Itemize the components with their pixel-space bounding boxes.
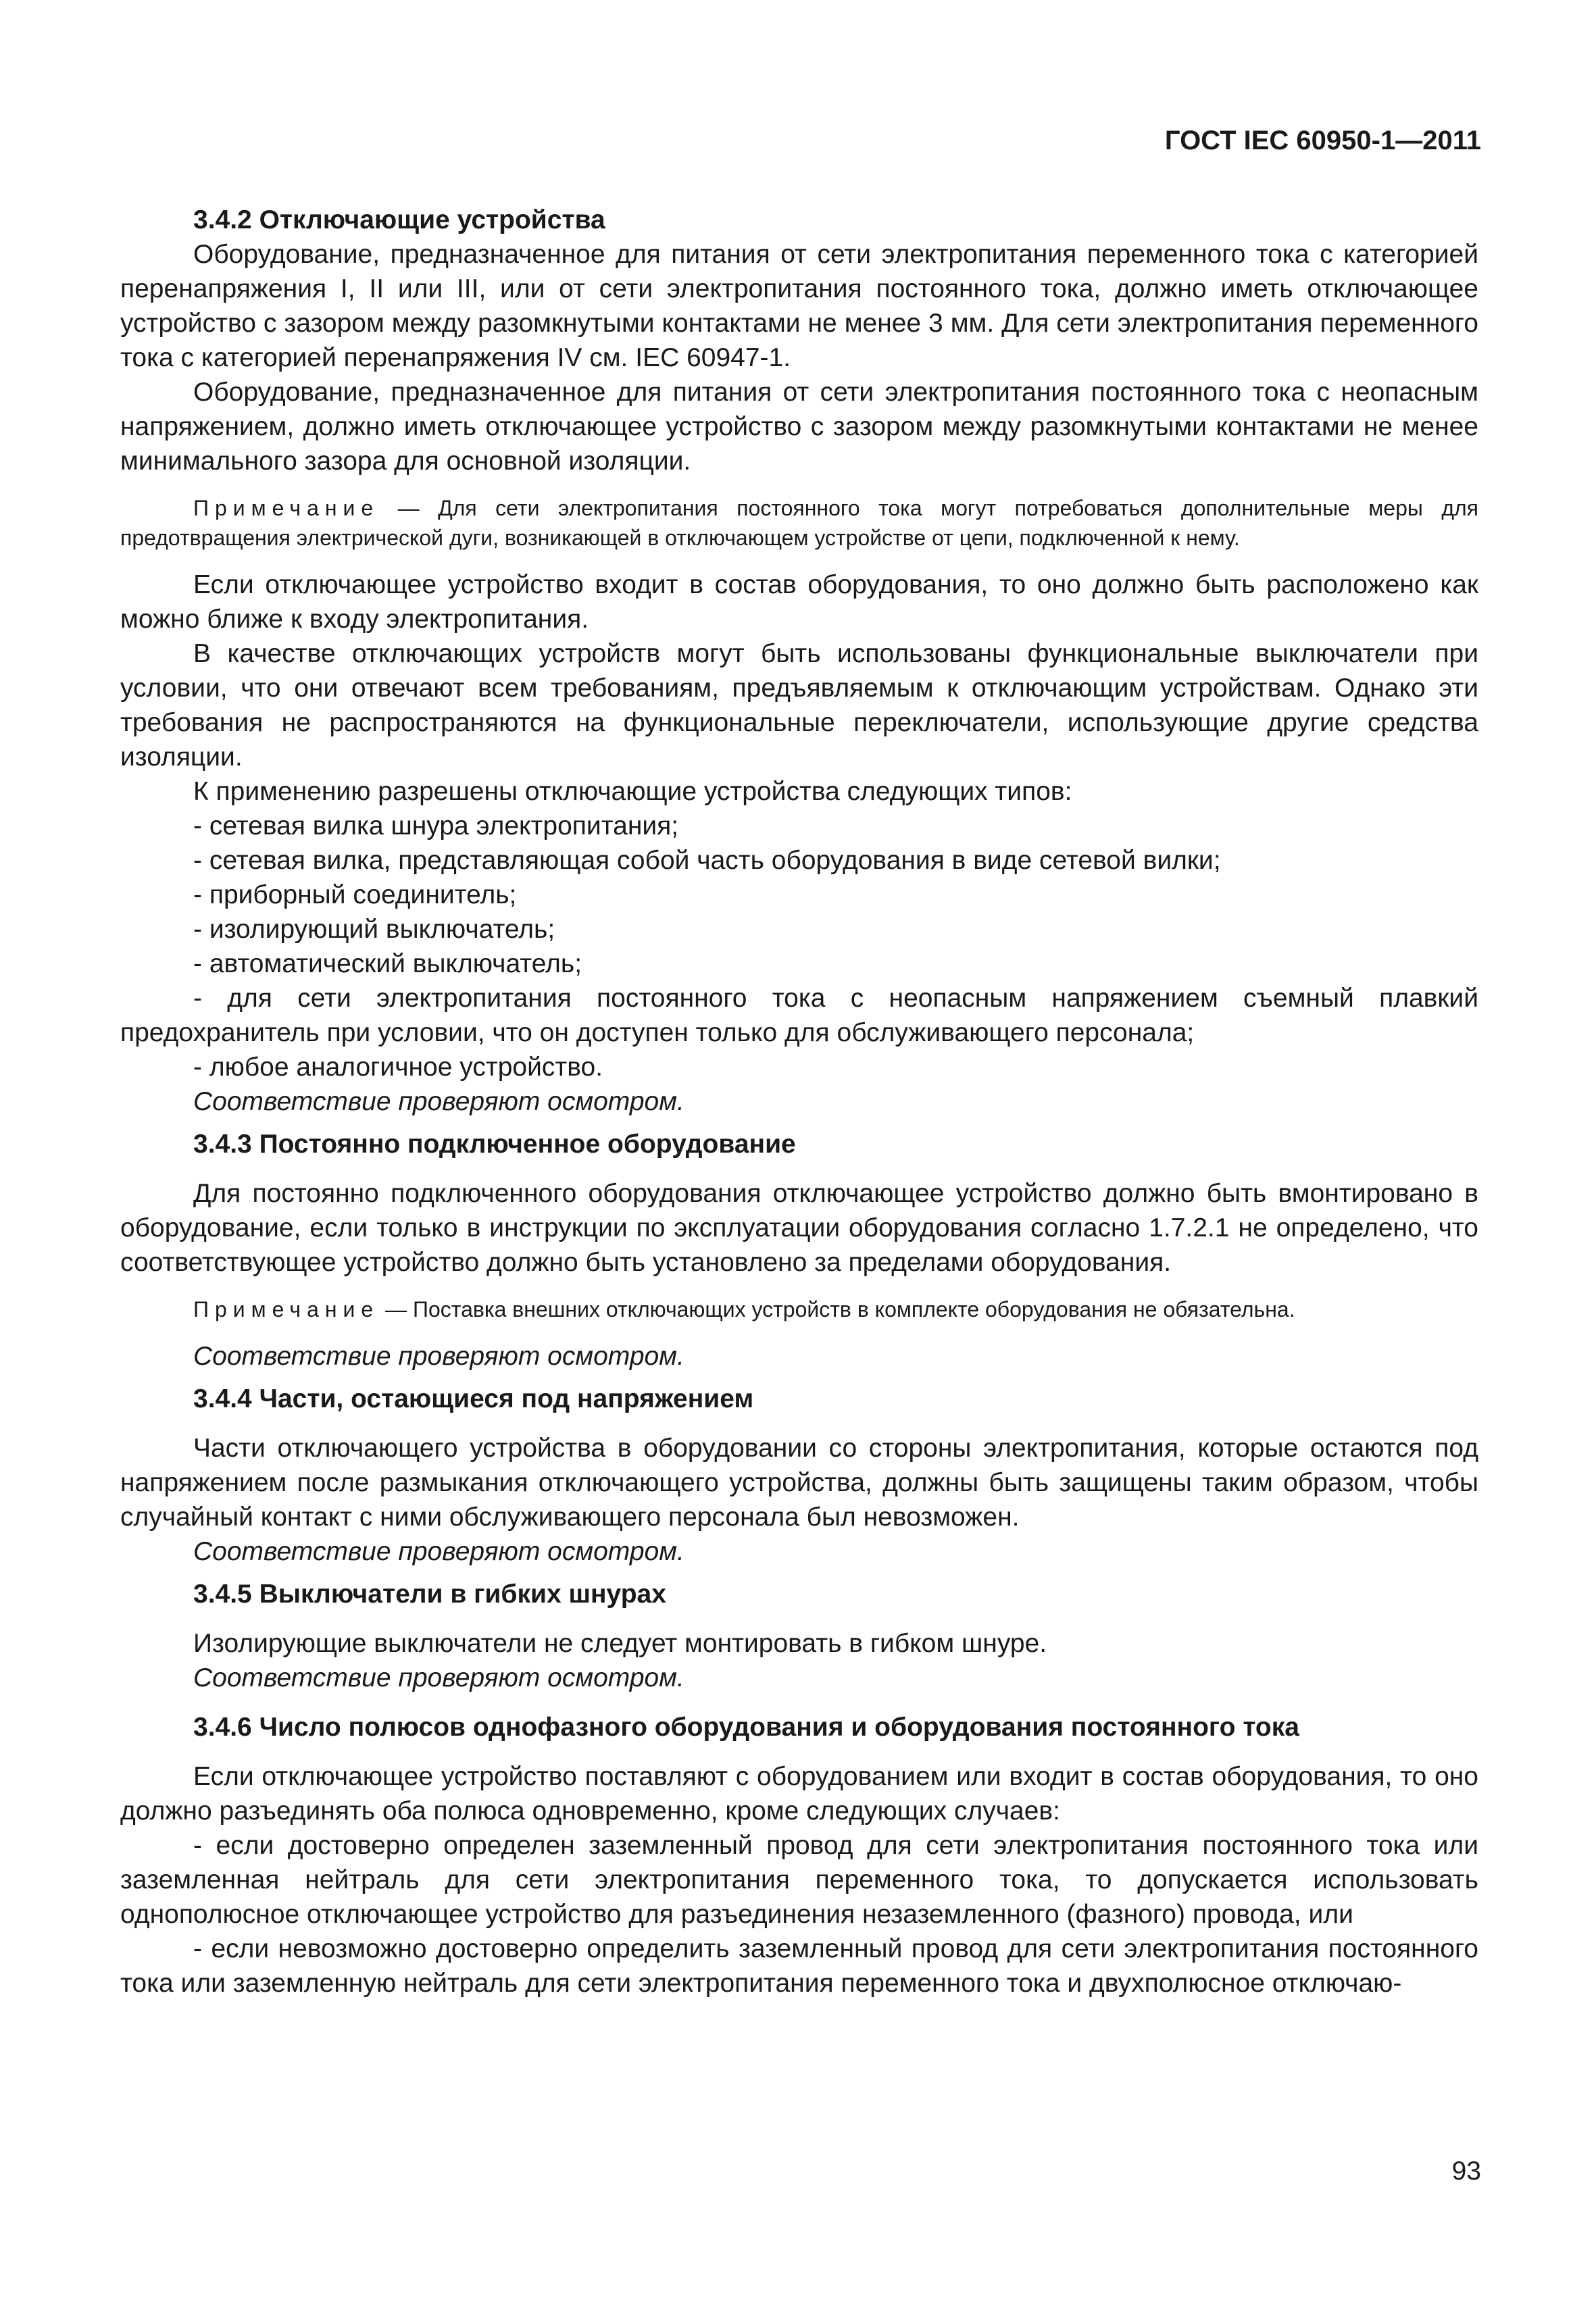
note-label: Примечание <box>193 496 380 520</box>
section-title-3-4-5: 3.4.5 Выключатели в гибких шнурах <box>193 1580 666 1609</box>
paragraph: Оборудование, предназначенное для питания от сети электропитания постоянного тока с неопасным напряжением, должно иметь отключающее устройство с зазором между разомкнутыми контактами не менее минимального зазора для основной изоляции. <box>120 378 1478 476</box>
page-number: 93 <box>1451 2157 1481 2186</box>
compliance-check: Соответствие проверяют осмотром. <box>193 1087 684 1116</box>
list-item: - сетевая вилка, представляющая собой часть оборудования в виде сетевой вилки; <box>193 846 1221 875</box>
list-item: - автоматический выключатель; <box>193 949 582 978</box>
list-item: - приборный соединитель; <box>193 880 517 909</box>
paragraph: К применению разрешены отключающие устройства следующих типов: <box>193 777 1072 806</box>
section-title-3-4-4: 3.4.4 Части, остающиеся под напряжением <box>193 1384 754 1413</box>
list-item: - сетевая вилка шнура электропитания; <box>193 811 679 840</box>
paragraph: Для постоянно подключенного оборудования отключающее устройство должно быть вмонтировано в оборудование, если только в инструкции по эксплуатации оборудования согласно 1.7.2.1 не определено, что соответствующее устройство должно быть установлено за пределами оборудования. <box>120 1179 1478 1277</box>
note-label: Примечание <box>193 1297 380 1322</box>
paragraph: Если отключающее устройство поставляют с оборудованием или входит в состав оборудования, то оно должно разъединять оба полюса одновременно, кроме следующих случаев: <box>120 1762 1478 1826</box>
note-text: — Для сети электропитания постоянного тока могут потребоваться дополнительные меры для предотвращения электрической дуги, возникающей в отключающем устройстве от цепи, подключенной к нему. <box>120 496 1478 550</box>
paragraph: Оборудование, предназначенное для питания от сети электропитания переменного тока с категорией перенапряжения I, II или III, или от сети электропитания постоянного тока, должно иметь отключающее устройство с зазором между разомкнутыми контактами не менее 3 мм. Для сети электропитания переменного тока с категорией перенапряжения IV см. IEC 60947-1. <box>120 240 1478 372</box>
compliance-check: Соответствие проверяют осмотром. <box>193 1342 684 1371</box>
list-item: - любое аналогичное устройство. <box>193 1053 603 1082</box>
note <box>120 1294 1478 1324</box>
paragraph: Изолирующие выключатели не следует монтировать в гибком шнуре. <box>193 1629 1047 1658</box>
compliance-check: Соответствие проверяют осмотром. <box>193 1663 684 1692</box>
note <box>120 493 1478 553</box>
list-item: - для сети электропитания постоянного тока с неопасным напряжением съемный плавкий предохранитель при условии, что он доступен только для обслуживающего персонала; <box>120 984 1478 1047</box>
paragraph: Если отключающее устройство входит в состав оборудования, то оно должно быть расположено как можно ближе к входу электропитания. <box>120 570 1478 634</box>
paragraph: Части отключающего устройства в оборудовании со стороны электропитания, которые остаются под напряжением после размыкания отключающего устройства, должны быть защищены таким образом, чтобы случайный контакт с ними обслуживающего персонала был невозможен. <box>120 1434 1478 1532</box>
paragraph: - если невозможно достоверно определить заземленный провод для сети электропитания постоянного тока или заземленную нейтраль для сети электропитания переменного тока и двухполюсное отключаю- <box>120 1934 1478 1998</box>
list-item: - изолирующий выключатель; <box>193 915 555 944</box>
note-text: — Поставка внешних отключающих устройств в комплекте оборудования не обязательна. <box>379 1297 1295 1322</box>
section-title-3-4-3: 3.4.3 Постоянно подключенное оборудование <box>193 1130 796 1159</box>
compliance-check: Соответствие проверяют осмотром. <box>193 1537 684 1566</box>
paragraph: - если достоверно определен заземленный провод для сети электропитания постоянного тока или заземленная нейтраль для сети электропитания переменного тока, то допускается использовать однополюсное отключающее устройство для разъединения незаземленного (фазного) провода, или <box>120 1831 1478 1929</box>
section-title-3-4-2: 3.4.2 Отключающие устройства <box>193 205 605 234</box>
paragraph: В качестве отключающих устройств могут быть использованы функциональные выключатели при условии, что они отвечают всем требованиям, предъявляемым к отключающим устройствам. Однако эти требования не распространяются на функциональные переключатели, использующие другие средства изоляции. <box>120 639 1478 772</box>
section-title-3-4-6: 3.4.6 Число полюсов однофазного оборудования и оборудования постоянного тока <box>193 1713 1299 1742</box>
page-body <box>120 203 1478 2001</box>
standard-code-header: ГОСТ IEC 60950-1—2011 <box>1164 126 1481 155</box>
